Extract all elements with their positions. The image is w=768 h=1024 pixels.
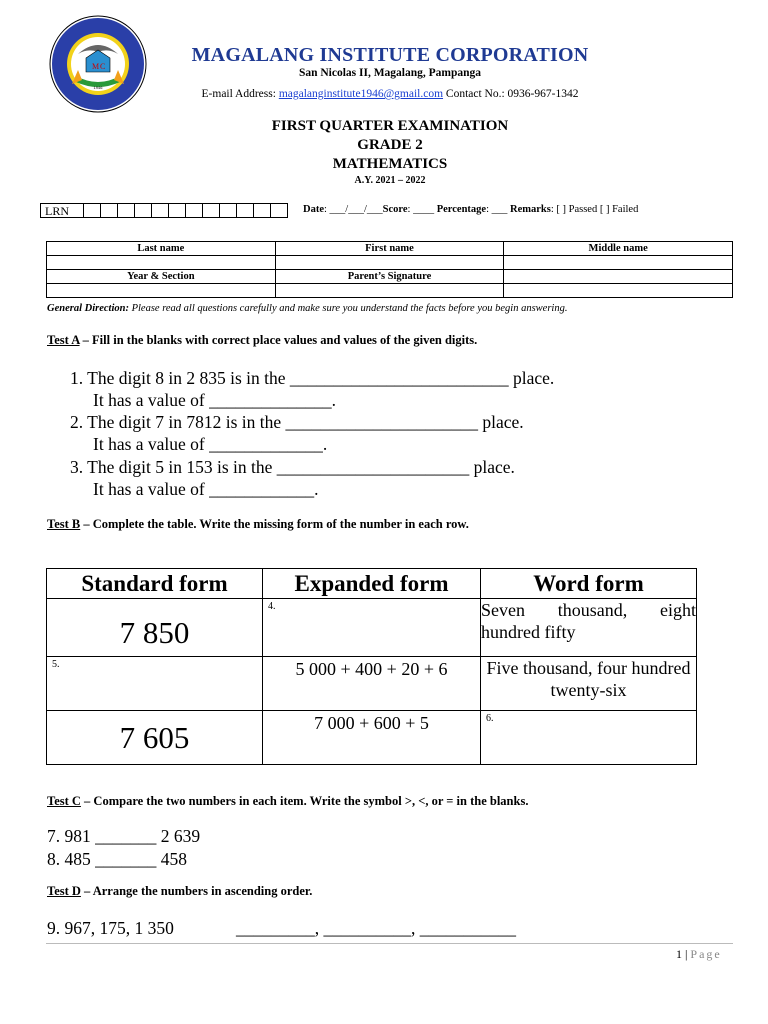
- parent-signature-header: Parent’s Signature: [275, 270, 504, 284]
- contact-number: Contact No.: 0936-967-1342: [445, 88, 579, 100]
- parent-signature-field[interactable]: [275, 284, 504, 298]
- test-a-item-2: 2. The digit 7 in 7812 is in the ______________________ place. It has a value of _____________.: [70, 412, 524, 454]
- exam-title: FIRST QUARTER EXAMINATION: [271, 118, 509, 134]
- footer-divider: [46, 943, 733, 944]
- test-d-answer-blanks: _________, __________, ___________: [236, 918, 516, 938]
- year-section-field[interactable]: [47, 284, 276, 298]
- school-address: San Nicolas II, Magalang, Pampanga: [298, 67, 482, 79]
- test-a-item-1: 1. The digit 8 in 2 835 is in the _________________________ place. It has a value of ______________.: [70, 368, 555, 410]
- standard-form-answer[interactable]: 5.: [47, 657, 263, 711]
- test-c-item-7: 7. 981 _______ 2 639: [47, 826, 201, 846]
- email-label: E-mail Address:: [201, 88, 276, 100]
- first-name-field[interactable]: [275, 256, 504, 270]
- test-d-heading: Test D – Arrange the numbers in ascending order.: [47, 884, 313, 898]
- lrn-box[interactable]: [186, 203, 203, 218]
- blank-field[interactable]: [504, 284, 733, 298]
- lrn-box[interactable]: [152, 203, 169, 218]
- page-footer: 1 | Page: [676, 947, 722, 961]
- test-c-item-8: 8. 485 _______ 458: [47, 849, 187, 869]
- student-info-table: [46, 241, 733, 298]
- lrn-box[interactable]: [118, 203, 135, 218]
- test-a-heading: Test A – Fill in the blanks with correct place values and values of the given digits.: [47, 333, 478, 347]
- middle-name-header: Middle name: [504, 242, 733, 256]
- score-line: Date: ___/___/___Score: ____ Percentage: ___ Remarks: [ ] Passed [ ] Failed: [303, 204, 639, 215]
- expanded-form-cell: 5 000 + 400 + 20 + 6: [263, 657, 481, 711]
- standard-form-header: Standard form: [47, 569, 263, 599]
- svg-text:1946: 1946: [93, 85, 103, 90]
- expanded-form-answer[interactable]: 4.: [263, 599, 481, 657]
- word-form-header: Word form: [481, 569, 697, 599]
- lrn-box[interactable]: [271, 203, 288, 218]
- contact-line: [160, 88, 620, 100]
- first-name-header: First name: [275, 242, 504, 256]
- lrn-box[interactable]: [135, 203, 152, 218]
- test-b-heading: Test B – Complete the table. Write the missing form of the number in each row.: [47, 517, 469, 531]
- expanded-form-cell: 7 000 + 600 + 5: [263, 711, 481, 765]
- word-form-answer[interactable]: 6.: [481, 711, 697, 765]
- general-direction: General Direction: Please read all questions carefully and make sure you understand the facts before you begin answering.: [47, 303, 568, 314]
- standard-form-cell: 7 850: [47, 599, 263, 657]
- lrn-box[interactable]: [237, 203, 254, 218]
- exam-grade: GRADE 2: [357, 137, 423, 153]
- lrn-box[interactable]: [203, 203, 220, 218]
- exam-subject: MATHEMATICS: [332, 156, 448, 172]
- test-d-item-9: 9. 967, 175, 1 350: [47, 918, 174, 938]
- email-link[interactable]: magalanginstitute1946@gmail.com: [278, 88, 444, 100]
- lrn-box[interactable]: [220, 203, 237, 218]
- year-section-header: Year & Section: [47, 270, 276, 284]
- lrn-box[interactable]: [254, 203, 271, 218]
- academic-year: A.Y. 2021 – 2022: [354, 175, 426, 186]
- lrn-box[interactable]: [169, 203, 186, 218]
- lrn-label: LRN: [40, 203, 84, 218]
- test-c-heading: Test C – Compare the two numbers in each item. Write the symbol >, <, or = in the blanks.: [47, 794, 529, 808]
- lrn-field[interactable]: [40, 203, 288, 218]
- word-form-cell: Seven thousand, eight hundred fifty: [481, 599, 697, 657]
- school-name: MAGALANG INSTITUTE CORPORATION: [191, 44, 589, 66]
- expanded-form-header: Expanded form: [263, 569, 481, 599]
- lrn-box[interactable]: [101, 203, 118, 218]
- middle-name-field[interactable]: [504, 256, 733, 270]
- blank-header: [504, 270, 733, 284]
- svg-text:C: C: [100, 62, 106, 71]
- last-name-field[interactable]: [47, 256, 276, 270]
- number-forms-table: [46, 568, 697, 765]
- word-form-cell: Five thousand, four hundred twenty-six: [481, 657, 697, 711]
- standard-form-cell: 7 605: [47, 711, 263, 765]
- svg-text:M: M: [92, 62, 100, 71]
- lrn-box[interactable]: [84, 203, 101, 218]
- exam-heading: [160, 117, 620, 174]
- school-logo: [48, 14, 148, 114]
- test-a-item-3: 3. The digit 5 in 153 is in the ______________________ place. It has a value of ____________.: [70, 457, 515, 499]
- last-name-header: Last name: [47, 242, 276, 256]
